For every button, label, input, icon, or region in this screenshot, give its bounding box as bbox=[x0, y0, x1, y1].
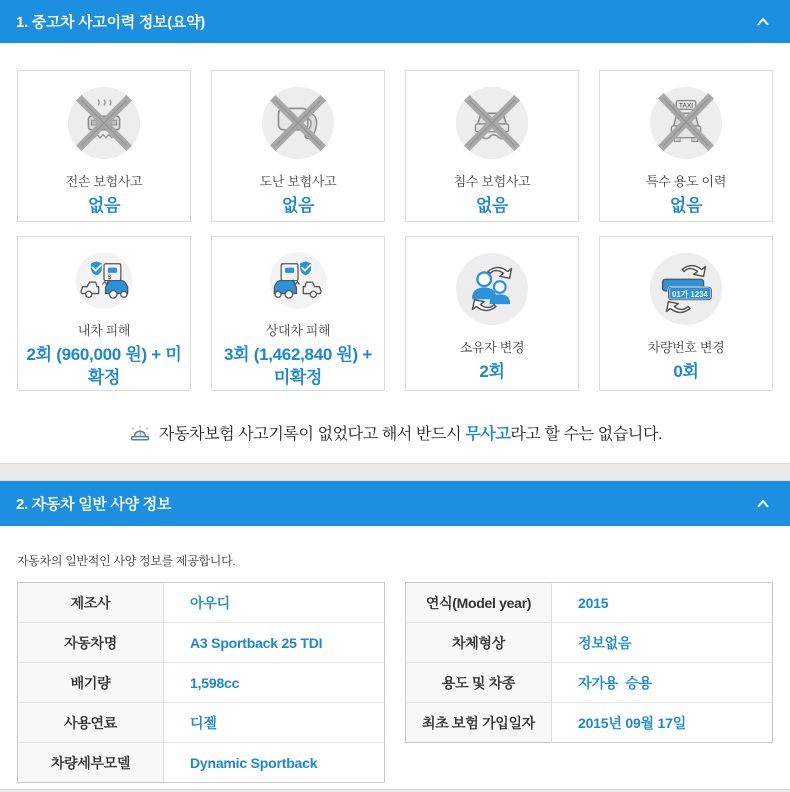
card-flood bbox=[405, 70, 579, 222]
siren-icon bbox=[128, 421, 152, 443]
card-label: 차량번호 변경 bbox=[647, 340, 725, 355]
plate-change-icon bbox=[647, 250, 725, 328]
card-other-car-damage bbox=[211, 236, 385, 391]
spec-value: 1,598cc bbox=[164, 663, 385, 703]
card-label: 전손 보험사고 bbox=[65, 174, 143, 189]
card-theft bbox=[211, 70, 385, 222]
section-divider bbox=[0, 463, 790, 481]
table-row bbox=[18, 583, 385, 623]
section1-header-accordion[interactable] bbox=[0, 0, 790, 43]
card-my-car-damage bbox=[17, 236, 191, 391]
spec-label: 차체형상 bbox=[406, 623, 552, 663]
spec-value: 아우디 bbox=[164, 583, 385, 623]
spec-label: 배기량 bbox=[18, 663, 164, 703]
spec-value: 정보없음 bbox=[552, 623, 773, 663]
spec-value: 2015년 09월 17일 bbox=[578, 714, 687, 731]
spec-label: 자동차명 bbox=[18, 623, 164, 663]
my-car-damage-icon bbox=[65, 250, 143, 311]
card-value: 없음 bbox=[475, 196, 509, 215]
spec-description: 자동차의 일반적인 사양 정보를 제공합니다. bbox=[17, 554, 236, 568]
disclaimer-highlight: 무사고 bbox=[465, 425, 511, 443]
table-row bbox=[18, 703, 385, 743]
svg-text:!: ! bbox=[139, 431, 141, 439]
card-value: 없음 bbox=[281, 196, 315, 215]
table-row bbox=[406, 623, 773, 663]
spec-label: 연식(Model year) bbox=[406, 583, 552, 623]
spec-table-left bbox=[17, 582, 385, 783]
svg-text:$: $ bbox=[107, 274, 112, 282]
section2-title: 2. 자동차 일반 사양 정보 bbox=[16, 496, 172, 513]
no-special-use-icon bbox=[647, 84, 725, 162]
taxi-sign-text: TAXI bbox=[679, 102, 693, 110]
spec-value: 2015 bbox=[552, 583, 773, 623]
disclaimer-text: 자동차보험 사고기록이 없었다고 해서 반드시 무사고라고 할 수는 없습니다. bbox=[158, 425, 663, 443]
card-label: 도난 보험사고 bbox=[259, 174, 337, 189]
card-value: 없음 bbox=[669, 196, 703, 215]
spec-table-right bbox=[405, 582, 773, 743]
table-row bbox=[18, 743, 385, 783]
spec-tables bbox=[0, 582, 790, 783]
card-value: 0회 bbox=[673, 362, 699, 381]
spec-value: 자가용 승용 bbox=[552, 663, 773, 703]
spec-value: Dynamic Sportback bbox=[190, 754, 318, 771]
no-accident-disclaimer bbox=[0, 419, 790, 445]
card-label: 내차 피해 bbox=[77, 323, 131, 339]
card-value: 2회 bbox=[479, 362, 505, 381]
card-value: 2회 (960,000 원) + 미확정 bbox=[26, 345, 182, 388]
spec-value: A3 Sportback 25 TDI bbox=[164, 623, 385, 663]
spec-value: 디젤 bbox=[164, 703, 385, 743]
spec-label: 차량세부모델 bbox=[18, 743, 164, 783]
table-row bbox=[18, 623, 385, 663]
card-special-use bbox=[599, 70, 773, 222]
table-row bbox=[406, 703, 773, 743]
table-row bbox=[406, 583, 773, 623]
card-label: 상대차 피해 bbox=[265, 323, 331, 339]
chevron-up-icon[interactable] bbox=[754, 495, 772, 513]
card-owner-change bbox=[405, 236, 579, 391]
card-total-loss bbox=[17, 70, 191, 222]
spec-label: 제조사 bbox=[18, 583, 164, 623]
card-plate-change bbox=[599, 236, 773, 391]
other-car-damage-icon bbox=[259, 250, 337, 311]
card-label: 침수 보험사고 bbox=[453, 174, 531, 189]
spec-label: 용도 및 차종 bbox=[406, 663, 552, 703]
owner-change-icon bbox=[453, 250, 531, 328]
card-value: 3회 (1,462,840 원) + 미확정 bbox=[224, 345, 372, 388]
no-flood-icon bbox=[453, 84, 531, 162]
license-plate-text: 01가 1234 bbox=[672, 289, 708, 299]
spec-label: 최초 보험 가입일자 bbox=[406, 703, 552, 743]
section1-title: 1. 중고차 사고이력 정보(요약) bbox=[16, 14, 205, 31]
no-total-loss-icon bbox=[65, 84, 143, 162]
section2-header-accordion[interactable] bbox=[0, 481, 790, 526]
accident-summary-grid bbox=[0, 43, 790, 391]
table-row bbox=[406, 663, 773, 703]
table-row bbox=[18, 663, 385, 703]
card-label: 소유자 변경 bbox=[459, 340, 525, 355]
chevron-up-icon[interactable] bbox=[754, 13, 772, 31]
spec-label: 사용연료 bbox=[18, 703, 164, 743]
card-value: 없음 bbox=[87, 196, 121, 215]
card-label: 특수 용도 이력 bbox=[645, 174, 727, 189]
no-theft-icon bbox=[259, 84, 337, 162]
